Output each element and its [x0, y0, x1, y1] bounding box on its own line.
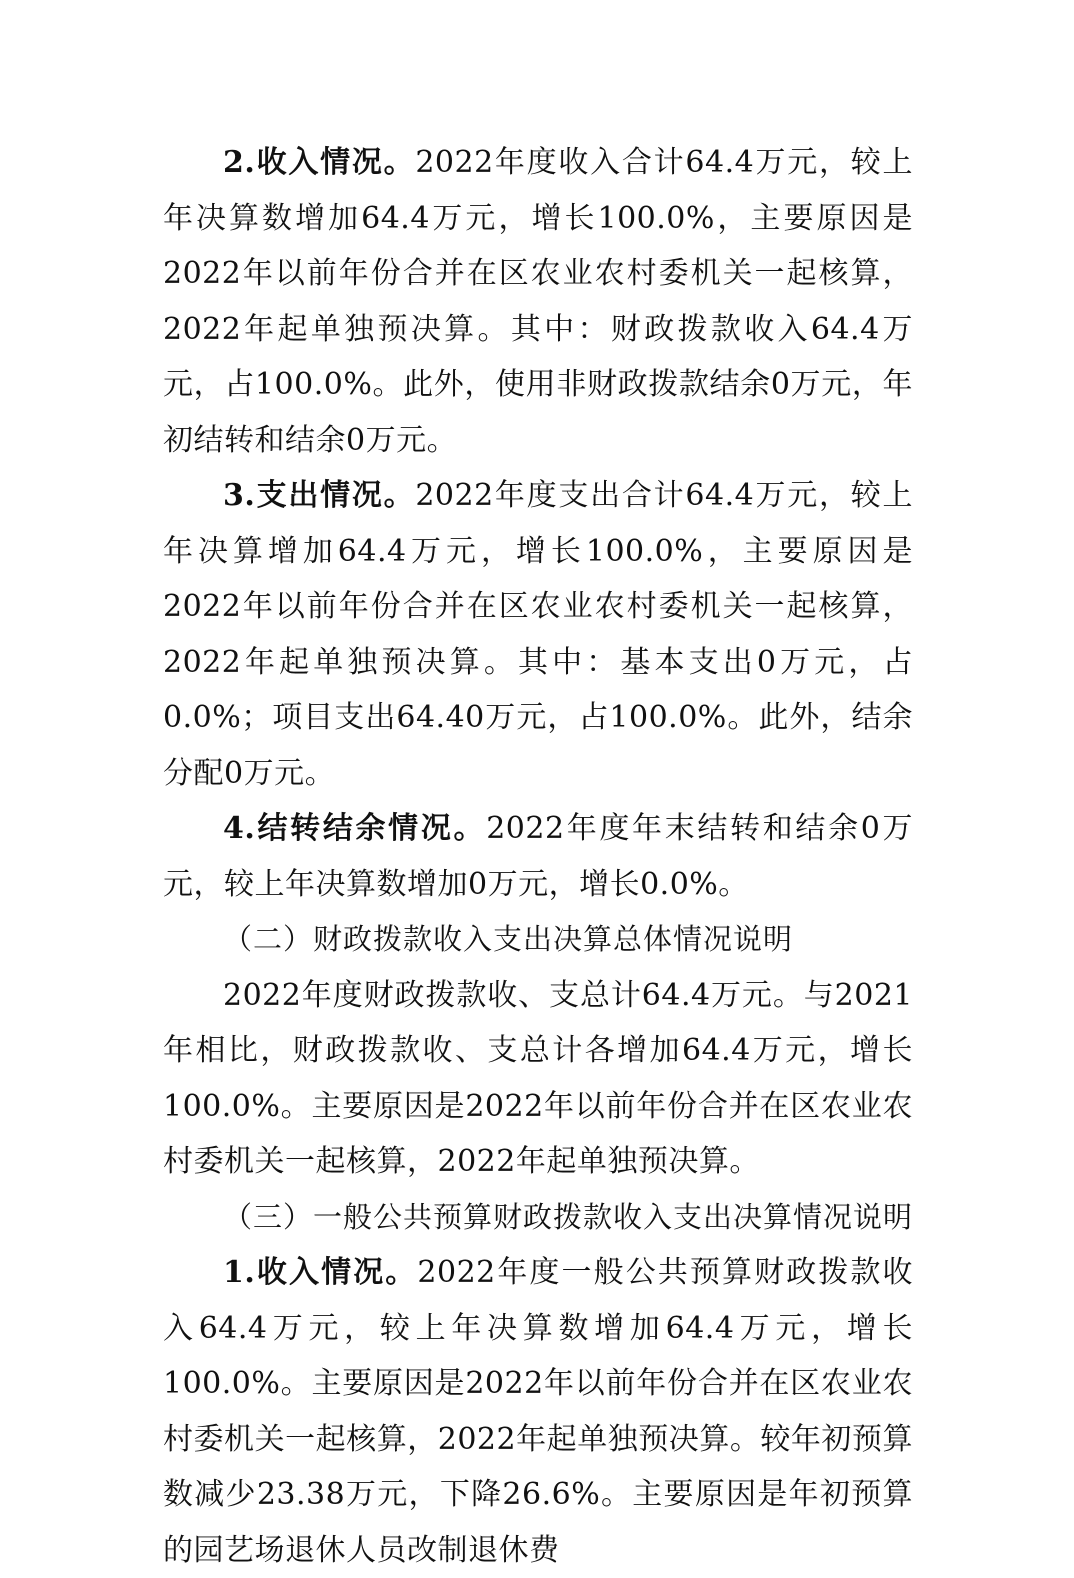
- paragraph-expenditure-lead: 3.支出情况。: [223, 478, 416, 513]
- section-heading-general-budget: （三）一般公共预算财政拨款收入支出决算情况说明: [223, 1199, 914, 1234]
- paragraph-income-text: 2022年度收入合计64.4万元，较上年决算数增加64.4万元，增长100.0%，主要原因是2022年以前年份合并在区农业农村委机关一起核算，2022年起单独预决算。其中：财政拨款收入64.4万元，占100.0%。此外，使用非财政拨款结余0万元，年初结转和结余0万元。: [163, 145, 913, 458]
- paragraph-carryover-lead: 4.结转结余情况。: [223, 811, 487, 846]
- paragraph-carryover: [163, 801, 913, 912]
- paragraph-general-budget-income-lead: 1.收入情况。: [223, 1255, 418, 1290]
- paragraph-expenditure: [163, 468, 913, 801]
- paragraph-fiscal-overview: 2022年度财政拨款收、支总计64.4万元。与2021年相比，财政拨款收、支总计各增加64.4万元，增长100.0%。主要原因是2022年以前年份合并在区农业农村委机关一起核算，2022年起单独预决算。: [163, 977, 913, 1179]
- section-heading-fiscal-overview: （二）财政拨款收入支出决算总体情况说明: [223, 922, 794, 956]
- paragraph-general-budget-income: [163, 1245, 913, 1578]
- paragraph-carryover-text: 2022年度年末结转和结余0万元，较上年决算数增加0万元，增长0.0%。: [163, 811, 913, 902]
- paragraph-general-budget-income-text: 2022年度一般公共预算财政拨款收入64.4万元，较上年决算数增加64.4万元，增长100.0%。主要原因是2022年以前年份合并在区农业农村委机关一起核算，2022年起单独预决算。较年初预算数减少23.38万元，下降26.6%。主要原因是年初预算的园艺场退休人员改制退休费: [163, 1255, 913, 1568]
- document-body: [163, 135, 913, 1578]
- paragraph-expenditure-text: 2022年度支出合计64.4万元，较上年决算增加64.4万元，增长100.0%，主要原因是2022年以前年份合并在区农业农村委机关一起核算，2022年起单独预决算。其中：基本支出0万元，占0.0%；项目支出64.40万元，占100.0%。此外，结余分配0万元。: [163, 478, 913, 791]
- paragraph-income-lead: 2.收入情况。: [223, 145, 416, 180]
- paragraph-income: [163, 135, 913, 468]
